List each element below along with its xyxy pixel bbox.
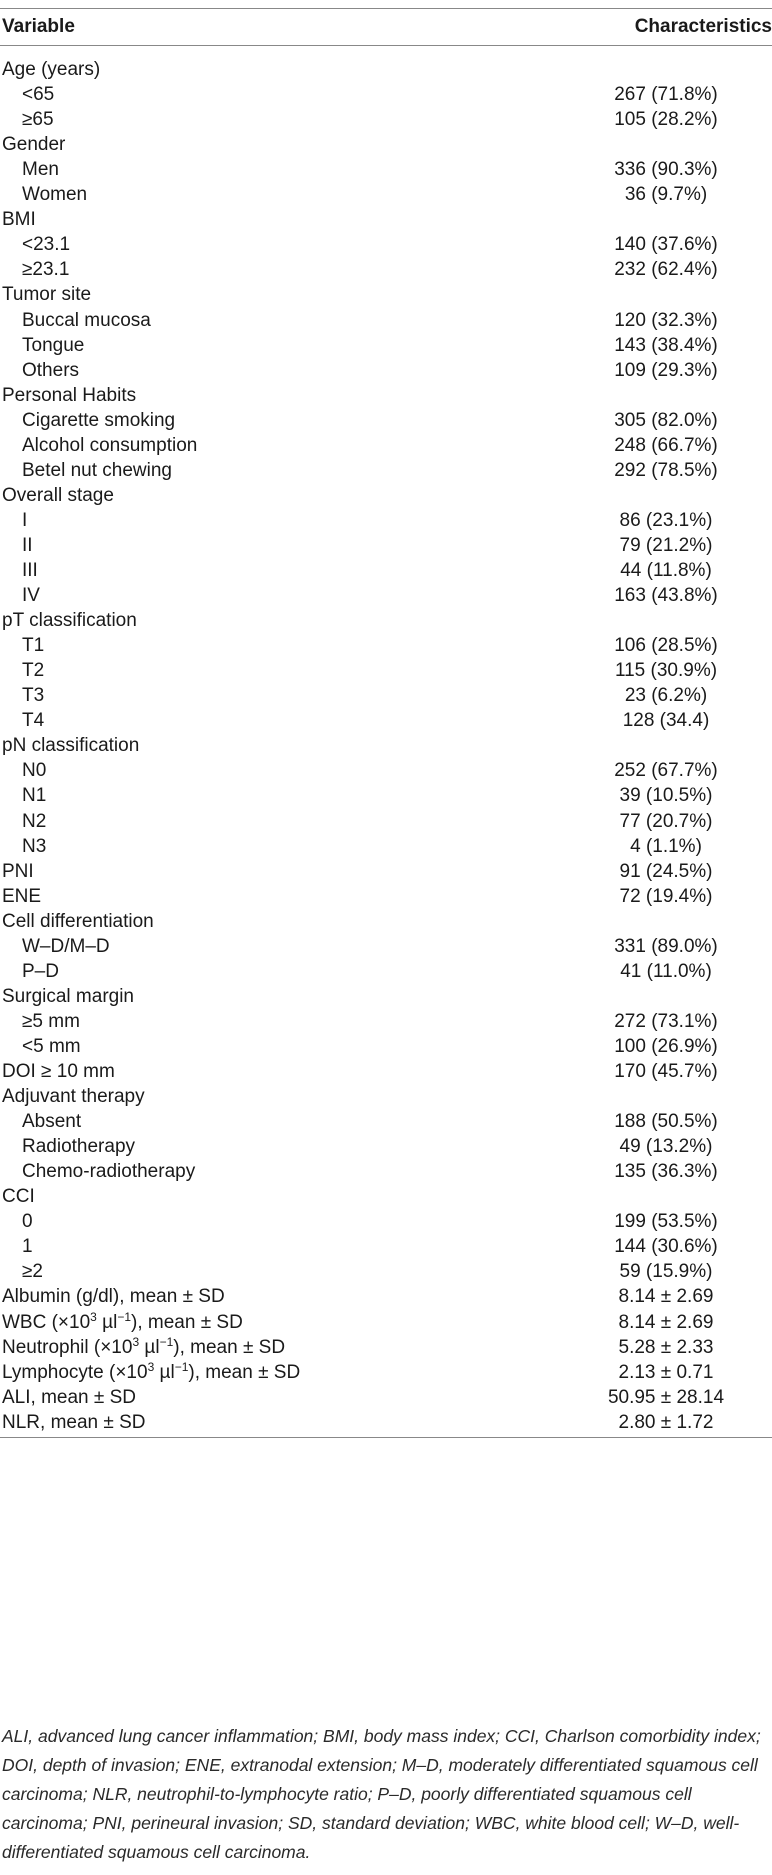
row-variable-part: 3 xyxy=(90,1309,97,1324)
row-variable: ≥5 mm xyxy=(22,1010,80,1032)
row-variable-part: −1 xyxy=(174,1359,189,1374)
row-value: 170 (45.7%) xyxy=(614,1061,718,1082)
row-value: 77 (20.7%) xyxy=(619,810,713,832)
row-variable: N0 xyxy=(22,760,47,782)
row-variable-part: ), mean ± SD xyxy=(188,1361,301,1383)
row-value: 2.13 ± 0.71 xyxy=(618,1361,714,1383)
row-value: 128 (34.4) xyxy=(622,710,710,732)
row-value: 120 (32.3%) xyxy=(614,309,718,331)
row-variable: N1 xyxy=(22,785,47,807)
row-value: 163 (43.8%) xyxy=(614,585,718,607)
row-variable: NLR, mean ± SD xyxy=(2,1411,146,1433)
row-variable: Age (years) xyxy=(2,59,101,80)
row-value: 79 (21.2%) xyxy=(619,534,713,556)
header-characteristics: Characteristics xyxy=(634,16,772,37)
header-variable: Variable xyxy=(2,16,75,37)
row-variable: Men xyxy=(22,159,59,181)
row-value: 44 (11.8%) xyxy=(620,560,712,581)
row-variable: Tumor site xyxy=(2,284,92,306)
header-rule xyxy=(0,45,772,46)
row-value: 2.80 ± 1.72 xyxy=(618,1411,714,1433)
row-variable: <23.1 xyxy=(22,234,71,256)
row-value: 272 (73.1%) xyxy=(614,1010,718,1032)
row-value: 188 (50.5%) xyxy=(614,1111,718,1133)
row-variable: Personal Habits xyxy=(2,384,137,406)
row-value: 23 (6.2%) xyxy=(624,685,708,707)
row-variable: Adjuvant therapy xyxy=(2,1086,145,1108)
row-variable-part: µl xyxy=(154,1361,175,1383)
row-variable: DOI ≥ 10 mm xyxy=(2,1061,115,1082)
row-value: 336 (90.3%) xyxy=(614,159,718,181)
row-variable: Buccal mucosa xyxy=(22,309,151,331)
row-value: 135 (36.3%) xyxy=(614,1161,718,1183)
row-value: 39 (10.5%) xyxy=(619,785,713,807)
row-value: 106 (28.5%) xyxy=(614,635,718,657)
row-variable: ALI, mean ± SD xyxy=(2,1386,136,1408)
row-variable: III xyxy=(22,560,38,581)
row-variable-part: −1 xyxy=(159,1334,174,1349)
row-value: 140 (37.6%) xyxy=(614,234,718,256)
row-variable: W–D/M–D xyxy=(22,935,110,957)
row-variable-part: Lymphocyte (×10 xyxy=(2,1361,148,1383)
row-variable: CCI xyxy=(2,1186,35,1208)
row-value: 109 (29.3%) xyxy=(614,359,718,381)
row-variable-part: 3 xyxy=(147,1359,155,1374)
row-value: 5.28 ± 2.33 xyxy=(618,1336,714,1358)
row-variable-part: −1 xyxy=(117,1309,131,1324)
row-variable: ≥65 xyxy=(22,109,54,131)
row-variable: Absent xyxy=(22,1111,82,1133)
row-variable-part: 3 xyxy=(132,1334,140,1349)
row-variable: ENE xyxy=(2,885,42,907)
row-variable: <5 mm xyxy=(22,1035,81,1057)
row-variable: Women xyxy=(22,184,88,206)
row-variable-part: ), mean ± SD xyxy=(173,1336,286,1358)
row-variable: 0 xyxy=(22,1211,33,1233)
row-value: 72 (19.4%) xyxy=(619,885,713,907)
row-variable: N3 xyxy=(22,835,47,857)
row-variable: Cigarette smoking xyxy=(22,409,176,431)
row-variable: ≥23.1 xyxy=(22,259,70,281)
row-variable: BMI xyxy=(2,209,36,231)
row-value: 144 (30.6%) xyxy=(614,1236,718,1258)
row-variable: P–D xyxy=(22,960,59,982)
row-variable: Cell differentiation xyxy=(2,910,154,932)
table-row xyxy=(0,1408,772,1438)
row-value: 305 (82.0%) xyxy=(614,409,718,431)
row-variable: 1 xyxy=(22,1236,33,1258)
row-value: 331 (89.0%) xyxy=(614,935,718,957)
row-value: 292 (78.5%) xyxy=(614,459,718,481)
row-value: 105 (28.2%) xyxy=(614,109,718,131)
row-variable: Radiotherapy xyxy=(22,1136,136,1158)
row-variable-part: WBC (×10 xyxy=(2,1311,91,1333)
row-variable: PNI xyxy=(2,860,34,882)
row-variable: pT classification xyxy=(2,610,137,632)
row-variable: N2 xyxy=(22,810,47,832)
row-variable: Others xyxy=(22,359,80,381)
row-value: 199 (53.5%) xyxy=(614,1211,718,1233)
row-variable: ≥2 xyxy=(22,1261,43,1283)
row-value: 36 (9.7%) xyxy=(624,184,708,206)
row-value: 115 (30.9%) xyxy=(614,660,718,682)
row-value: 143 (38.4%) xyxy=(614,334,718,356)
row-value: 4 (1.1%) xyxy=(630,835,702,857)
row-variable: T2 xyxy=(22,660,45,682)
row-value: 86 (23.1%) xyxy=(619,509,713,531)
row-value: 8.14 ± 2.69 xyxy=(618,1286,714,1308)
table-header xyxy=(0,12,772,42)
row-variable: pN classification xyxy=(2,735,140,757)
row-variable: I xyxy=(22,509,28,531)
row-value: 8.14 ± 2.69 xyxy=(618,1311,714,1333)
row-value: 248 (66.7%) xyxy=(614,434,718,456)
row-variable: <65 xyxy=(22,84,55,106)
row-variable-part: ), mean ± SD xyxy=(131,1311,243,1333)
row-variable-part: µl xyxy=(139,1336,160,1358)
row-variable: T4 xyxy=(22,710,45,732)
row-variable: Surgical margin xyxy=(2,985,134,1007)
table-footnote: ALI, advanced lung cancer inflammation; BMI, body mass index; CCI, Charlson comorbidity index; DOI, depth of invasion; ENE, extranodal extension; M–D, moderately differentiated squamous cell carcinoma; NLR, neutrophil-to-lymphocyte ratio; P–D, poorly differentiated squamous cell carcinoma; PNI, perineural invasion; SD, standard deviation; WBC, white blood cell; W–D, well-differentiated squamous cell carcinoma. xyxy=(2,1726,761,1862)
row-variable-part: µl xyxy=(96,1311,118,1333)
row-variable: Gender xyxy=(2,134,66,156)
row-variable: T3 xyxy=(22,685,45,707)
row-value: 41 (11.0%) xyxy=(620,960,712,982)
row-variable: Chemo-radiotherapy xyxy=(22,1161,196,1183)
row-variable: Tongue xyxy=(22,334,85,356)
bottom-rule xyxy=(0,1437,772,1438)
row-value: 100 (26.9%) xyxy=(614,1035,718,1057)
row-value: 252 (67.7%) xyxy=(614,760,718,782)
row-variable: Albumin (g/dl), mean ± SD xyxy=(2,1286,225,1308)
row-value: 91 (24.5%) xyxy=(619,860,713,882)
row-variable: II xyxy=(22,534,33,556)
row-value: 50.95 ± 28.14 xyxy=(607,1386,725,1408)
row-value: 232 (62.4%) xyxy=(614,259,718,281)
row-value: 59 (15.9%) xyxy=(619,1261,713,1283)
row-value: 49 (13.2%) xyxy=(619,1136,713,1158)
row-variable: T1 xyxy=(22,635,45,657)
row-variable-part: Neutrophil (×10 xyxy=(2,1336,133,1358)
row-variable: Betel nut chewing xyxy=(22,459,172,481)
top-rule xyxy=(0,8,772,9)
row-variable: Alcohol consumption xyxy=(22,434,198,456)
row-variable: Overall stage xyxy=(2,484,114,506)
row-value: 267 (71.8%) xyxy=(614,84,718,106)
row-variable: IV xyxy=(22,585,40,607)
